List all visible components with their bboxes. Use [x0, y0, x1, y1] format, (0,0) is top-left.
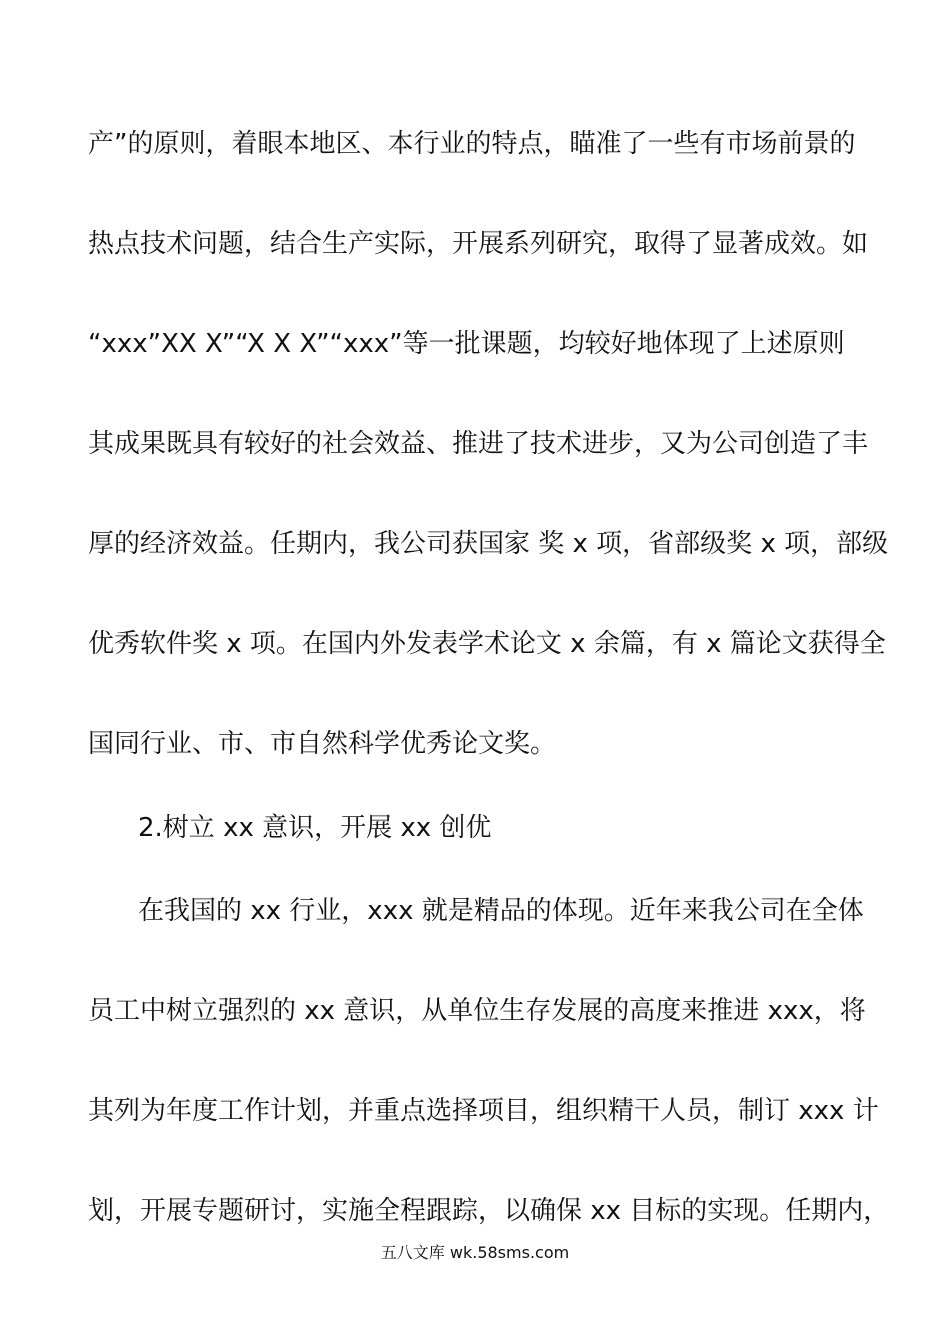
body-text-line: 优秀软件奖 x 项。在国内外发表学术论文 x 余篇，有 x 篇论文获得全 [88, 629, 886, 659]
body-text-line: 热点技术问题，结合生产实际，开展系列研究，取得了显著成效。如 [88, 229, 869, 259]
section-heading: 2.树立 xx 意识，开展 xx 创优 [138, 813, 492, 843]
body-text-line: “xxx”XX X”“X X X”“xxx”等一批课题，均较好地体现了上述原则 [88, 329, 845, 359]
body-text-line: 国同行业、市、市自然科学优秀论文奖。 [88, 729, 557, 759]
body-text-line: 在我国的 xx 行业，xxx 就是精品的体现。近年来我公司在全体 [138, 896, 864, 926]
body-text-line: 产”的原则，着眼本地区、本行业的特点，瞄准了一些有市场前景的 [88, 129, 856, 159]
footer-watermark-text: 五八文库 wk.58sms.com [380, 1243, 570, 1262]
body-text-line: 员工中树立强烈的 xx 意识，从单位生存发展的高度来推进 xxx，将 [88, 996, 866, 1026]
body-text-line: 其列为年度工作计划，并重点选择项目，组织精干人员，制订 xxx 计 [88, 1096, 879, 1126]
body-text-line: 划，开展专题研讨，实施全程跟踪，以确保 xx 目标的实现。任期内， [88, 1196, 890, 1226]
body-text-line: 其成果既具有较好的社会效益、推进了技术进步，又为公司创造了丰 [88, 429, 869, 459]
body-text-line: 厚的经济效益。任期内，我公司获国家 奖 x 项，省部级奖 x 项，部级 [88, 529, 889, 559]
